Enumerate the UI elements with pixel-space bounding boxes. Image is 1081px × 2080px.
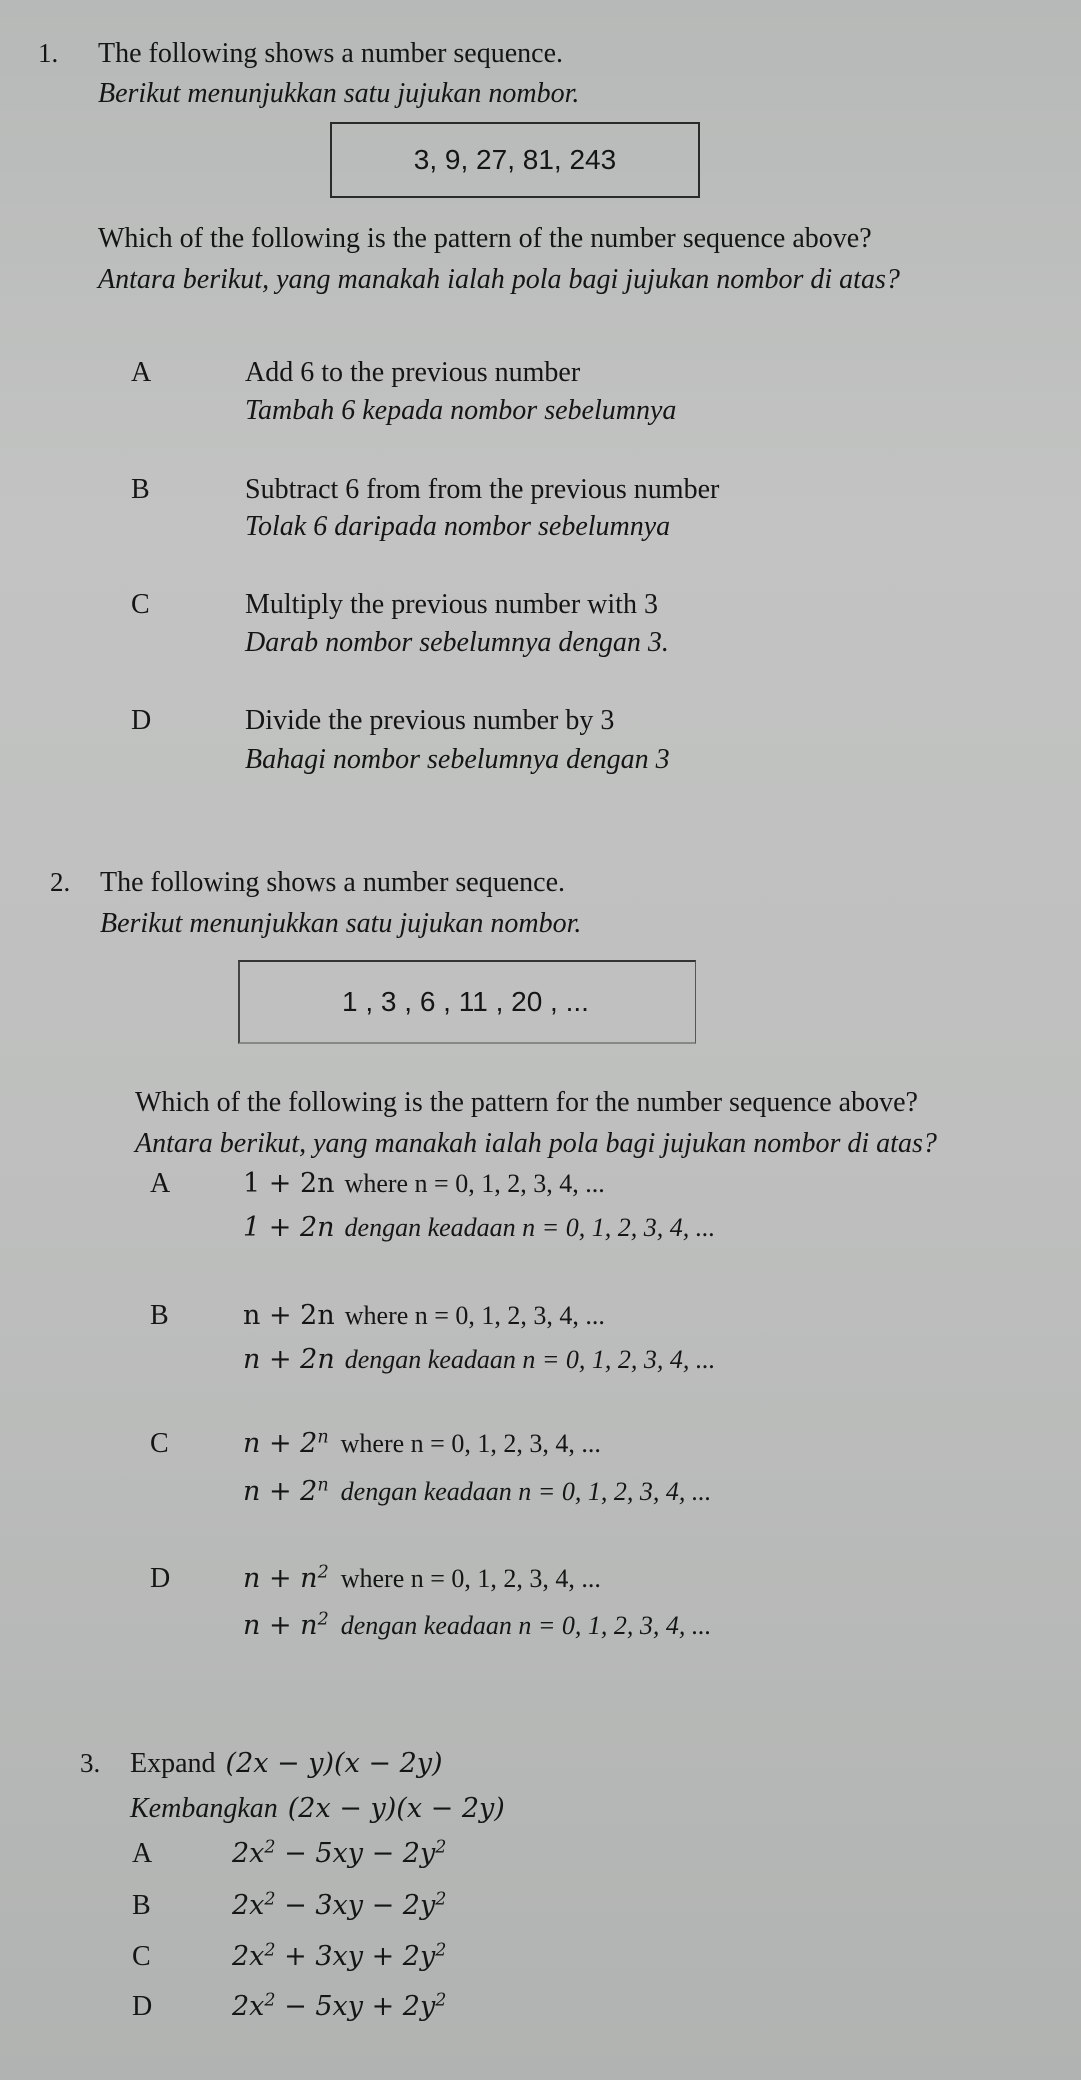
option-letter: C xyxy=(131,589,150,620)
option-expression: $2x^2 - 5xy - 2y^2$ xyxy=(232,1837,447,1869)
option-letter: C xyxy=(132,1941,151,1972)
option-where: where n = 0, 1, 2, 3, 4, ... xyxy=(340,1564,601,1593)
q3-stem-en: Expand xyxy=(130,1748,216,1779)
option-line-en xyxy=(243,1563,601,1594)
q3-expression-ms: (2x − y)(x − 2y) xyxy=(287,1793,505,1824)
q3-expression: (2x − y)(x − 2y) xyxy=(225,1748,443,1779)
option-where: where n = 0, 1, 2, 3, 4, ... xyxy=(340,1429,601,1458)
option-dengan: dengan keadaan n = 0, 1, 2, 3, 4, ... xyxy=(344,1345,716,1374)
option-line-en xyxy=(243,1300,605,1331)
q2-stem-ms: Berikut menunjukkan satu jujukan nombor. xyxy=(100,908,582,939)
q2-sequence-box xyxy=(238,960,696,1044)
q1-sequence-box xyxy=(330,122,700,198)
option-dengan: dengan keadaan n = 0, 1, 2, 3, 4, ... xyxy=(340,1477,712,1506)
option-where: where n = 0, 1, 2, 3, 4, ... xyxy=(344,1169,605,1198)
option-line-ms xyxy=(243,1344,715,1375)
option-text-ms: Bahagi nombor sebelumnya dengan 3 xyxy=(245,744,670,775)
option-line-en xyxy=(243,1428,601,1459)
option-text-ms: Darab nombor sebelumnya dengan 3. xyxy=(245,627,669,658)
q1-question-en: Which of the following is the pattern of the number sequence above? xyxy=(98,223,872,254)
option-line-ms xyxy=(243,1212,715,1243)
option-letter: D xyxy=(132,1991,153,2022)
option-letter: C xyxy=(150,1428,169,1459)
option-expression: $2x^2 + 3xy + 2y^2$ xyxy=(232,1940,447,1972)
q1-stem-en: The following shows a number sequence. xyxy=(98,38,563,69)
q2-stem-en: The following shows a number sequence. xyxy=(100,867,565,898)
option-expression-ms: 1 + 2n xyxy=(243,1212,335,1243)
option-letter: D xyxy=(150,1563,171,1594)
option-letter: B xyxy=(132,1890,151,1921)
q1-number: 1. xyxy=(38,38,59,68)
option-expression: $2x^2 - 5xy + 2y^2$ xyxy=(232,1990,447,2022)
q2-sequence: 1 , 3 , 6 , 11 , 20 , ... xyxy=(342,986,589,1017)
option-text-en: Subtract 6 from from the previous number xyxy=(245,474,720,505)
q2-question-en: Which of the following is the pattern for the number sequence above? xyxy=(135,1087,918,1118)
option-dengan: dengan keadaan n = 0, 1, 2, 3, 4, ... xyxy=(340,1611,712,1640)
q2-question-ms: Antara berikut, yang manakah ialah pola bagi jujukan nombor di atas? xyxy=(135,1128,937,1159)
option-expression: n + 2n xyxy=(243,1300,335,1331)
option-letter: B xyxy=(131,474,150,505)
option-expression-ms: n + 2n xyxy=(243,1344,335,1375)
q3-number: 3. xyxy=(80,1748,101,1778)
q3-stem-ms-line xyxy=(130,1793,505,1825)
option-text-ms: Tambah 6 kepada nombor sebelumnya xyxy=(245,395,677,426)
option-expression: $n + n^2$ xyxy=(243,1562,329,1594)
option-line-en xyxy=(243,1168,605,1199)
q3-stem-ms: Kembangkan xyxy=(130,1793,278,1824)
option-expression-ms: $n + n^2$ xyxy=(243,1609,329,1641)
option-dengan: dengan keadaan n = 0, 1, 2, 3, 4, ... xyxy=(344,1213,716,1242)
q3-stem-en-line xyxy=(130,1748,443,1780)
option-letter: D xyxy=(131,705,152,736)
option-line-ms xyxy=(243,1610,711,1641)
option-letter: B xyxy=(150,1300,169,1331)
option-expression-ms: $n + 2^n$ xyxy=(243,1475,329,1507)
option-expression: 1 + 2n xyxy=(243,1168,335,1199)
q2-number: 2. xyxy=(50,867,71,897)
q1-stem-ms: Berikut menunjukkan satu jujukan nombor. xyxy=(98,78,580,109)
option-text-en: Divide the previous number by 3 xyxy=(245,705,615,736)
option-expression: $2x^2 - 3xy - 2y^2$ xyxy=(232,1889,447,1921)
option-letter: A xyxy=(150,1168,171,1199)
q1-sequence: 3, 9, 27, 81, 243 xyxy=(413,144,617,175)
option-where: where n = 0, 1, 2, 3, 4, ... xyxy=(344,1301,605,1330)
option-text-en: Add 6 to the previous number xyxy=(245,357,581,388)
option-letter: A xyxy=(132,1838,153,1869)
option-text-ms: Tolak 6 daripada nombor sebelumnya xyxy=(245,511,671,542)
option-expression: $n + 2^n$ xyxy=(243,1427,329,1459)
option-letter: A xyxy=(131,357,152,388)
option-line-ms xyxy=(243,1476,711,1507)
option-text-en: Multiply the previous number with 3 xyxy=(245,589,658,620)
q1-question-ms: Antara berikut, yang manakah ialah pola bagi jujukan nombor di atas? xyxy=(98,264,900,295)
